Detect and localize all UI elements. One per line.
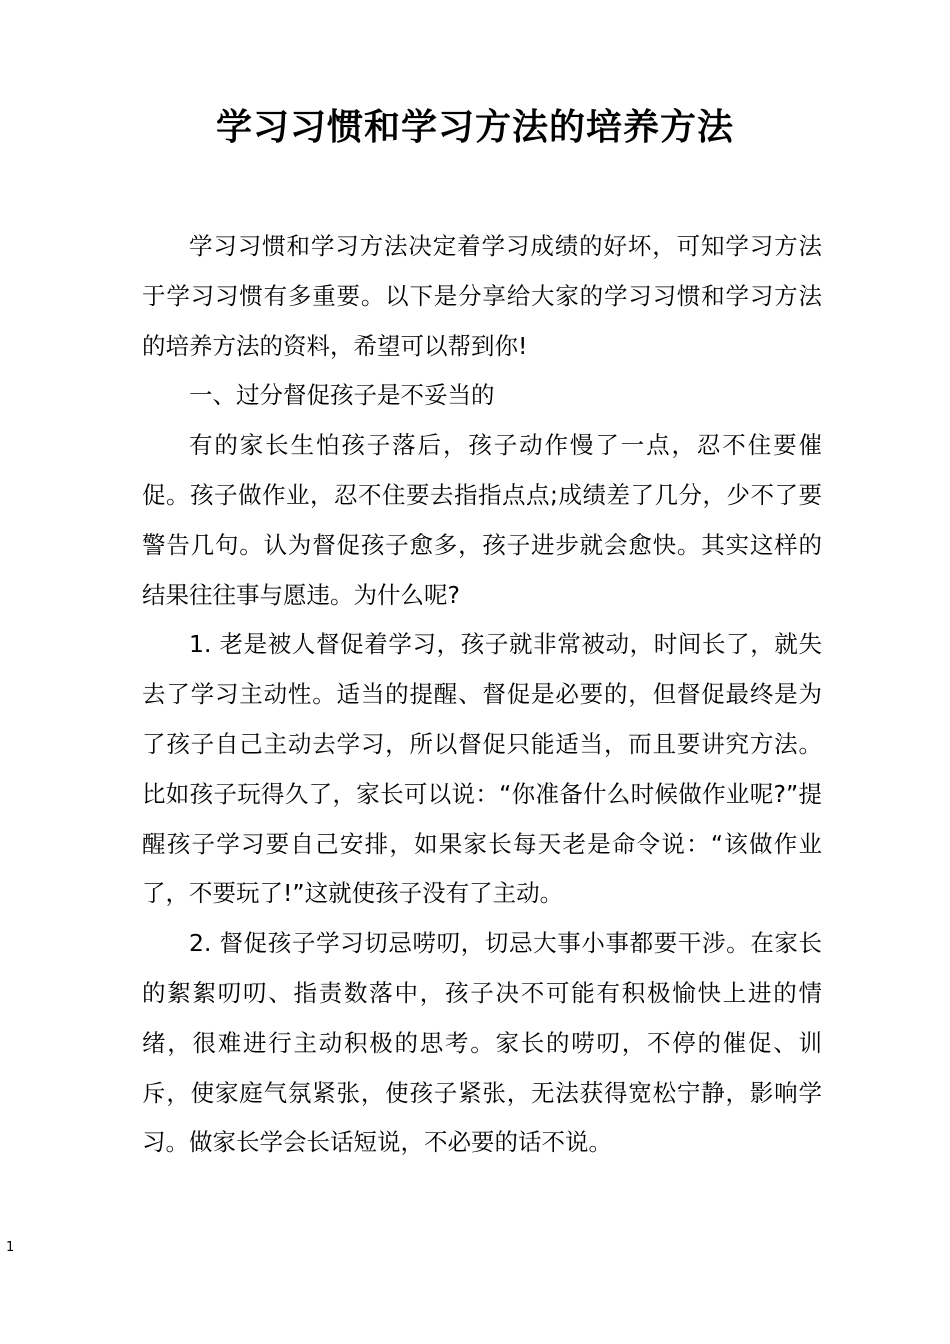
section-heading: 一、过分督促孩子是不妥当的 [189,381,495,410]
paragraph-urging: 有的家长生怕孩子落后，孩子动作慢了一点，忍不住要催促。孩子做作业，忍不住要去指指点点;成绩差了几分，少不了要警告几句。认为督促孩子愈多，孩子进步就会愈快。其实这样的结果往往事与愿违。为什么呢? [142,431,822,609]
paragraph-point-1: 1. 老是被人督促着学习，孩子就非常被动，时间长了，就失去了学习主动性。适当的提醒、督促是必要的，但督促最终是为了孩子自己主动去学习，所以督促只能适当，而且要讲究方法。比如孩子玩得久了，家长可以说：“你准备什么时候做作业呢?”提醒孩子学习要自己安排，如果家长每天老是命令说：“该做作业了，不要玩了!”这就使孩子没有了主动。 [142,630,822,908]
paragraph-intro: 学习习惯和学习方法决定着学习成绩的好坏，可知学习方法于学习习惯有多重要。以下是分享给大家的学习习惯和学习方法的培养方法的资料，希望可以帮到你! [142,232,822,360]
paragraph-point-2: 2. 督促孩子学习切忌唠叨，切忌大事小事都要干涉。在家长的絮絮叨叨、指责数落中，孩子决不可能有积极愉快上进的情绪，很难进行主动积极的思考。家长的唠叨，不停的催促、训斥，使家庭气氛紧张，使孩子紧张，无法获得宽松宁静，影响学习。做家长学会长话短说，不必要的话不说。 [142,929,822,1157]
document-body [142,222,822,1168]
document-title: 学习习惯和学习方法的培养方法 [215,107,734,148]
page-number: 1 [6,1240,15,1255]
